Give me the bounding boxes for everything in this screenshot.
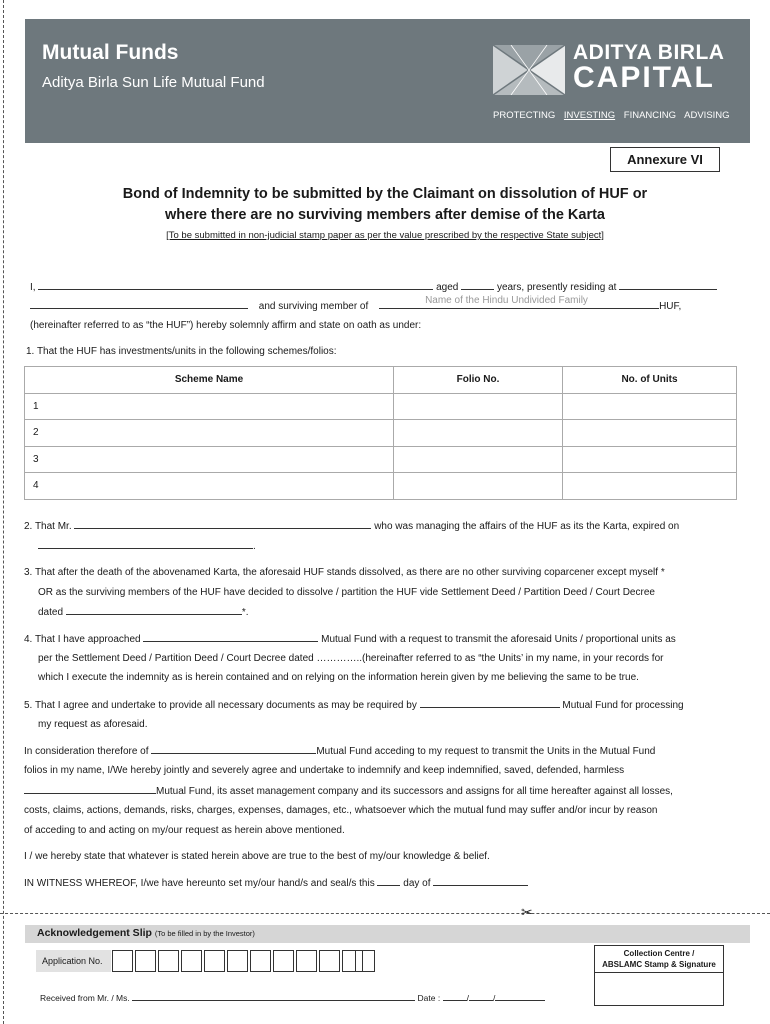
row-number[interactable]: 3 [25,446,394,473]
tagline-item: FINANCING [623,110,677,121]
cut-line-horizontal [0,913,770,914]
logo-text-line2: CAPITAL [573,61,715,94]
col-scheme-name: Scheme Name [25,367,394,394]
received-from-line: Received from Mr. / Ms. Date : / / [40,991,545,1005]
consideration-line5: of acceding to and acting on my/our request as herein above mentioned. [24,825,345,836]
age-field[interactable] [461,280,494,290]
document-title [30,184,740,226]
intro-line3: (hereinafter referred to as “the HUF”) hereby solemnly affirm and state on oath as under: [30,320,422,331]
acknowledgement-title [37,927,255,939]
declaration-statement: I / we hereby state that whatever is stated herein above are true to the best of my/our knowledge & belief. [24,851,490,862]
table-row [25,473,737,500]
header-title: Mutual Funds [42,41,179,64]
day-of-label: day of [403,878,431,889]
point-4-start: 4. That I have approached [24,634,141,645]
tagline-item: INVESTING [563,110,616,121]
consideration-end: Mutual Fund acceding to my request to transmit the Units in the Mutual Fund [316,746,656,757]
mutual-fund-field[interactable] [420,698,560,708]
point-4-line2: per the Settlement Deed / Partition Deed / Court Decree dated …………..(hereinafter referred to as “the Units’ in my name, in your records for [38,653,664,664]
table-row [25,393,737,420]
collection-centre-line1: Collection Centre / [623,949,695,958]
received-from-field[interactable] [132,991,415,1001]
header-band [25,19,750,143]
schemes-table [24,366,737,500]
application-no-cell[interactable] [296,950,317,972]
consideration-start: In consideration therefore of [24,746,149,757]
folio-cell[interactable] [394,393,563,420]
point-3-line1: 3. That after the death of the abovenamed Karta, the aforesaid HUF stands dissolved, as there are no other surviving coparcener except myself * [24,567,665,578]
tagline [493,110,736,121]
karta-name-field[interactable] [74,519,371,529]
logo-text-line1: ADITYA BIRLA [573,41,725,64]
application-no-cell[interactable] [181,950,202,972]
point-2-end: who was managing the affairs of the HUF as its the Karta, expired on [374,521,680,532]
table-row [25,420,737,447]
point-5-end: Mutual Fund for processing [562,700,684,711]
point-5-start: 5. That I agree and undertake to provide all necessary documents as may be required by [24,700,417,711]
dated-label: dated [38,607,64,618]
application-no-cell[interactable] [250,950,271,972]
table-row [25,446,737,473]
residing-label: years, presently residing at [496,282,617,293]
point-3-line2: OR as the surviving members of the HUF have decided to dissolve / partition the HUF vide Settlement Deed / Partition Deed / Court Decree [38,587,655,598]
consideration-line3-text: Mutual Fund, its asset management company and its successors and assigns for all time hereafter against all losses, [156,786,673,797]
application-no-cell[interactable] [273,950,294,972]
intro-i: I, [30,282,36,293]
month-field[interactable] [433,876,528,886]
application-no-cell[interactable] [319,950,340,972]
mutual-fund-field[interactable] [151,744,316,754]
collection-centre-label [595,948,723,973]
expiry-date-field[interactable] [38,539,253,549]
point-5 [24,698,684,712]
ack-title-text: Acknowledgement Slip [37,927,152,939]
stamp-paper-note: [To be submitted in non-judicial stamp paper as per the value prescribed by the respective State subject] [166,230,604,241]
table-header-row [25,367,737,394]
folio-cell[interactable] [394,420,563,447]
units-cell[interactable] [563,473,737,500]
address-field-cont[interactable] [30,299,248,309]
point-4-end: Mutual Fund with a request to transmit the aforesaid Units / proportional units as [321,634,676,645]
application-no-cell[interactable] [112,950,133,972]
consideration-line1 [24,744,655,758]
name-field[interactable] [38,280,433,290]
collection-centre-box [594,945,724,1006]
application-no-cell[interactable] [158,950,179,972]
point-1: 1. That the HUF has investments/units in the following schemes/folios: [26,346,337,357]
tagline-item: ADVISING [684,110,730,121]
mutual-fund-field[interactable] [24,784,156,794]
row-number[interactable]: 2 [25,420,394,447]
aditya-birla-logo-icon [493,45,565,95]
units-cell[interactable] [563,420,737,447]
row-number[interactable]: 1 [25,393,394,420]
acknowledgement-bar [25,925,750,943]
aged-label: aged [436,282,459,293]
folio-cell[interactable] [394,446,563,473]
address-field[interactable] [619,280,717,290]
point-4-line3: which I execute the indemnity as is herein contained and on relying on the information herein given by me believing the same to be true. [38,672,639,683]
consideration-line3 [24,784,673,798]
huf-suffix: HUF, [659,301,682,312]
application-no-cell[interactable] [135,950,156,972]
received-from-label: Received from Mr. / Ms. [40,993,130,1003]
point-3-line3: dated *. [38,607,249,618]
witness-line [24,876,528,890]
point-2-start: 2. That Mr. [24,521,72,532]
surviving-member-label: and surviving member of [258,301,369,312]
application-no-cell[interactable] [227,950,248,972]
annexure-label: Annexure VI [610,147,720,172]
col-folio-no: Folio No. [394,367,563,394]
date-day-field[interactable] [443,991,467,1001]
collection-centre-line2: ABSLAMC Stamp & Signature [602,960,716,969]
day-field[interactable] [377,876,400,886]
scissors-icon: ✂ [521,904,533,920]
units-cell[interactable] [563,393,737,420]
tagline-item: PROTECTING [493,110,556,121]
title-line: Bond of Indemnity to be submitted by the Claimant on dissolution of HUF or [122,186,648,202]
application-no-label: Application No. [36,950,111,972]
units-cell[interactable] [563,446,737,473]
mutual-fund-field[interactable] [143,632,318,642]
ack-note: (To be filled in by the Investor) [154,929,255,938]
header-subtitle: Aditya Birla Sun Life Mutual Fund [42,74,265,91]
point-5-line2: my request as aforesaid. [38,719,148,730]
application-no-cell[interactable] [204,950,225,972]
consideration-line4: costs, claims, actions, demands, risks, charges, expenses, damages, etc., whatsoever which the mutual fund may suffer and/or incur by reason [24,805,658,816]
cut-line-vertical [3,0,4,1024]
date-year-field[interactable] [495,991,545,1001]
date-label: Date : [417,993,441,1003]
witness-text: IN WITNESS WHEREOF, I/we have hereunto set my/our hand/s and seal/s this [24,878,375,889]
point-2 [24,519,679,533]
intro-line1 [30,280,717,294]
application-no-cell[interactable] [355,950,375,972]
deed-date-field[interactable] [66,605,242,615]
folio-cell[interactable] [394,473,563,500]
huf-name-field[interactable] [379,295,659,309]
consideration-line2: folios in my name, I/We hereby jointly and severely agree and undertake to indemnify and keep indemnified, saved, defended, harmless [24,765,625,776]
point-4 [24,632,676,646]
huf-name-placeholder: Name of the Hindu Undivided Family [425,295,588,306]
intro-line2 [30,295,682,313]
title-line: where there are no surviving members after demise of the Karta [165,207,605,223]
date-month-field[interactable] [469,991,493,1001]
point-2-line2: . [38,539,256,553]
row-number[interactable]: 4 [25,473,394,500]
col-units: No. of Units [563,367,737,394]
